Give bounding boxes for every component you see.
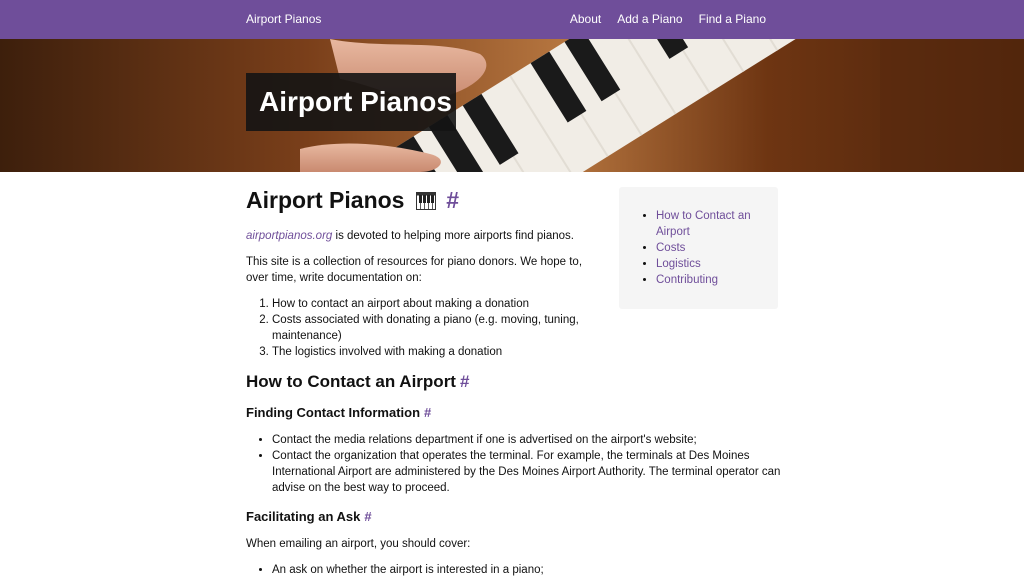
contact-anchor-link[interactable]: # — [459, 372, 470, 391]
list-item: 3. The logistics involved with making a donation — [272, 344, 592, 360]
toc-link-contact[interactable]: How to Contact an Airport — [656, 210, 751, 238]
toc-item-contributing — [656, 272, 778, 288]
brand-link[interactable]: Airport Pianos — [246, 12, 322, 26]
heading-finding-contact — [246, 404, 431, 422]
piano-icon — [416, 192, 436, 210]
toc-list — [619, 187, 778, 288]
toc-item-contact — [656, 208, 778, 240]
finding-list — [246, 432, 782, 496]
nav-links — [570, 12, 766, 26]
ask-intro-paragraph: When emailing an airport, you should cover: — [246, 538, 471, 550]
nav-link-add-piano[interactable]: Add a Piano — [617, 12, 683, 26]
list-item: • Contact the organization that operates the terminal. For example, the terminals at Des Moines International Airport are administered by the Des Moines Airport Authority. The terminal operator can advise on the best way to proceed. — [272, 448, 782, 496]
intro-text: is devoted to helping more airports find pianos. — [332, 230, 574, 242]
toc-item-costs — [656, 240, 778, 256]
heading-facilitating-ask — [246, 508, 372, 526]
collection-paragraph: This site is a collection of resources for piano donors. We hope to, over time, write documentation on: — [246, 256, 583, 284]
page-title — [246, 186, 459, 214]
page-title-text: Airport Pianos — [246, 187, 405, 213]
toc-link-logistics[interactable]: Logistics — [656, 258, 701, 270]
hero-banner — [0, 39, 1024, 172]
toc-item-logistics — [656, 256, 778, 272]
list-item: • Contact the media relations department if one is advertised on the airport's website; — [272, 432, 782, 448]
table-of-contents — [619, 187, 778, 309]
heading-contact-airport — [246, 371, 469, 393]
heading-contact-airport-text: How to Contact an Airport — [246, 372, 456, 391]
navbar — [0, 0, 1024, 39]
toc-link-costs[interactable]: Costs — [656, 242, 686, 254]
documentation-list — [246, 296, 592, 360]
heading-facilitating-ask-text: Facilitating an Ask — [246, 509, 361, 524]
site-link[interactable]: airportpianos.org — [246, 230, 333, 242]
nav-link-find-piano[interactable]: Find a Piano — [698, 12, 766, 26]
hero-title-box — [246, 73, 456, 131]
heading-finding-contact-text: Finding Contact Information — [246, 405, 421, 420]
hero-piano-image — [0, 39, 1024, 172]
list-item: 2. Costs associated with donating a piano (e.g. moving, tuning, maintenance) — [272, 312, 592, 344]
title-anchor-link[interactable]: # — [446, 187, 460, 213]
intro-paragraph — [246, 228, 574, 244]
list-item: 1. How to contact an airport about making a donation — [272, 296, 592, 312]
toc-link-contributing[interactable]: Contributing — [656, 274, 719, 286]
ask-anchor-link[interactable]: # — [364, 509, 372, 524]
hero-title: Airport Pianos — [259, 86, 452, 117]
finding-anchor-link[interactable]: # — [424, 405, 432, 420]
list-item: • An ask on whether the airport is interested in a piano; — [272, 562, 782, 578]
nav-link-about[interactable]: About — [569, 12, 602, 26]
